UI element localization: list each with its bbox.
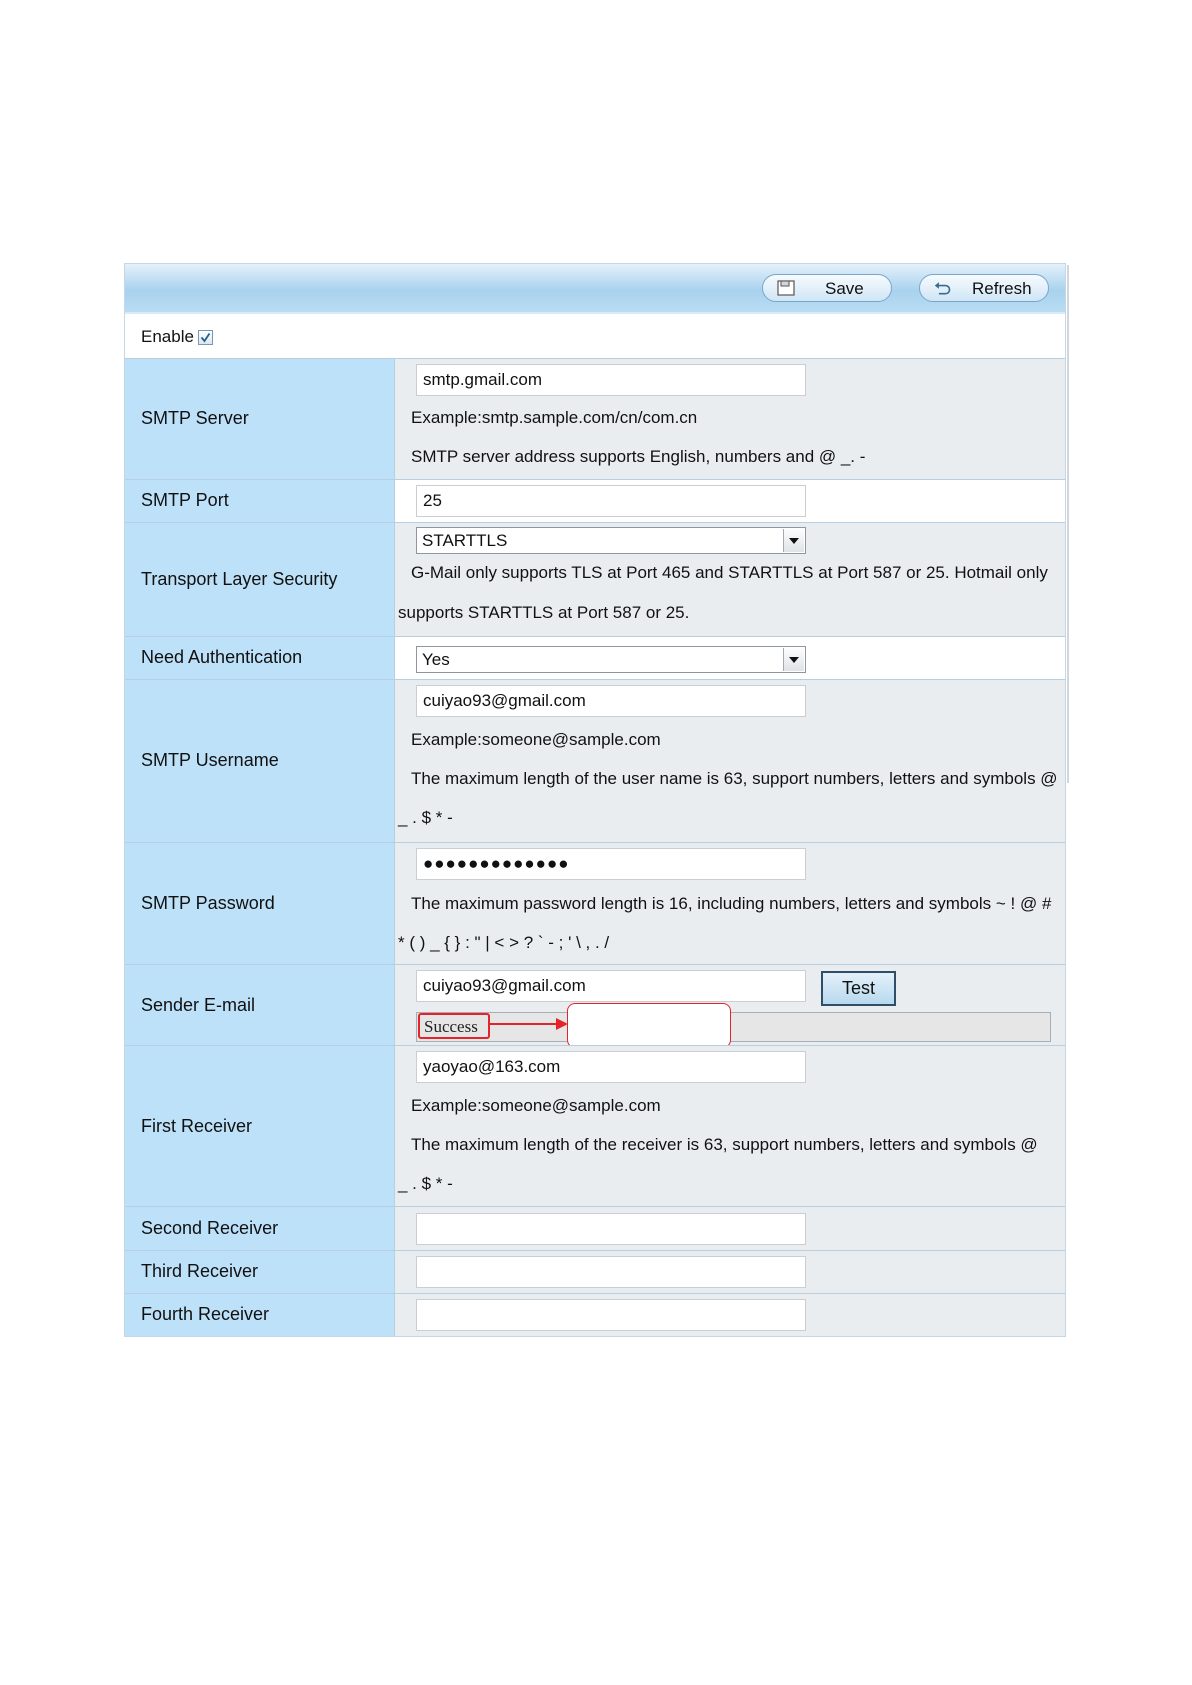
first-receiver-label-cell <box>125 1046 395 1206</box>
first-receiver-label: First Receiver <box>141 1116 253 1136</box>
second-receiver-row <box>125 1206 1065 1250</box>
auth-select[interactable] <box>416 646 806 673</box>
callout-box <box>567 1003 731 1048</box>
auth-label-cell <box>125 637 395 679</box>
smtp-username-note-line1: The maximum length of the user name is 63, support numbers, letters and symbols @ <box>411 769 1058 788</box>
tls-select[interactable] <box>416 527 806 554</box>
smtp-username-example: Example:someone@sample.com <box>411 730 661 749</box>
refresh-label: Refresh <box>972 279 1032 298</box>
checkmark-icon <box>200 332 211 343</box>
third-receiver-label: Third Receiver <box>141 1261 259 1281</box>
toolbar <box>125 264 1065 314</box>
smtp-server-label: SMTP Server <box>141 408 249 428</box>
smtp-username-label: SMTP Username <box>141 750 279 770</box>
smtp-password-note-line2: * ( ) _ { } : " | < > ? ` - ; ' \ , . / <box>398 933 610 952</box>
first-receiver-note-line2: _ . $ * - <box>398 1174 453 1193</box>
smtp-port-input[interactable] <box>416 485 806 517</box>
smtp-server-row <box>125 358 1065 479</box>
first-receiver-input[interactable] <box>416 1051 806 1083</box>
smtp-password-label-cell <box>125 843 395 964</box>
auth-row <box>125 636 1065 679</box>
sender-email-input[interactable] <box>416 970 806 1002</box>
tls-selected: STARTTLS <box>422 531 508 550</box>
tls-label: Transport Layer Security <box>141 569 338 589</box>
save-icon <box>777 280 795 296</box>
auth-label: Need Authentication <box>141 647 303 667</box>
smtp-password-input[interactable] <box>416 848 806 880</box>
smtp-port-label: SMTP Port <box>141 490 229 510</box>
smtp-password-row <box>125 842 1065 964</box>
smtp-username-row <box>125 679 1065 842</box>
first-receiver-row <box>125 1045 1065 1206</box>
fourth-receiver-label-cell <box>125 1294 395 1336</box>
second-receiver-input[interactable] <box>416 1213 806 1245</box>
smtp-port-row <box>125 479 1065 522</box>
test-button[interactable]: Test <box>821 971 896 1006</box>
smtp-server-input[interactable] <box>416 364 806 396</box>
mail-settings-panel <box>124 263 1066 1337</box>
third-receiver-input[interactable] <box>416 1256 806 1288</box>
tls-row <box>125 522 1065 636</box>
enable-label: Enable <box>141 327 194 346</box>
fourth-receiver-input[interactable] <box>416 1299 806 1331</box>
second-receiver-label-cell <box>125 1207 395 1250</box>
refresh-button[interactable] <box>919 274 1049 302</box>
smtp-port-label-cell <box>125 480 395 522</box>
test-result-success: Success <box>418 1013 490 1039</box>
smtp-server-label-cell <box>125 359 395 479</box>
smtp-server-example: Example:smtp.sample.com/cn/com.cn <box>411 408 698 427</box>
first-receiver-note-line1: The maximum length of the receiver is 63, support numbers, letters and symbols @ <box>411 1135 1038 1154</box>
sender-email-label-cell <box>125 965 395 1045</box>
enable-checkbox[interactable] <box>198 330 213 345</box>
enable-row <box>125 314 1065 358</box>
smtp-username-note-line2: _ . $ * - <box>398 808 453 827</box>
sender-email-row <box>125 964 1065 1045</box>
auth-selected: Yes <box>422 650 450 669</box>
save-button[interactable] <box>762 274 892 302</box>
sender-email-label: Sender E-mail <box>141 995 256 1015</box>
tls-note-line1: G-Mail only supports TLS at Port 465 and STARTTLS at Port 587 or 25. Hotmail only <box>411 563 1048 582</box>
smtp-password-label: SMTP Password <box>141 893 275 913</box>
smtp-password-note-line1: The maximum password length is 16, including numbers, letters and symbols ~ ! @ # <box>411 894 1052 913</box>
chevron-down-icon[interactable] <box>783 648 804 671</box>
third-receiver-label-cell <box>125 1251 395 1293</box>
tls-note-line2: supports STARTTLS at Port 587 or 25. <box>398 603 690 622</box>
refresh-icon <box>934 280 952 296</box>
smtp-username-input[interactable] <box>416 685 806 717</box>
third-receiver-row <box>125 1250 1065 1293</box>
tls-label-cell <box>125 523 395 636</box>
chevron-down-icon[interactable] <box>783 529 804 552</box>
first-receiver-example: Example:someone@sample.com <box>411 1096 661 1115</box>
save-label: Save <box>825 279 864 298</box>
callout-arrow-icon <box>490 1017 570 1031</box>
scrollbar-edge <box>1067 265 1069 783</box>
fourth-receiver-label: Fourth Receiver <box>141 1304 270 1324</box>
fourth-receiver-row <box>125 1293 1065 1336</box>
smtp-username-label-cell <box>125 680 395 842</box>
second-receiver-label: Second Receiver <box>141 1218 279 1238</box>
smtp-server-note: SMTP server address supports English, numbers and @ _. - <box>411 447 866 466</box>
